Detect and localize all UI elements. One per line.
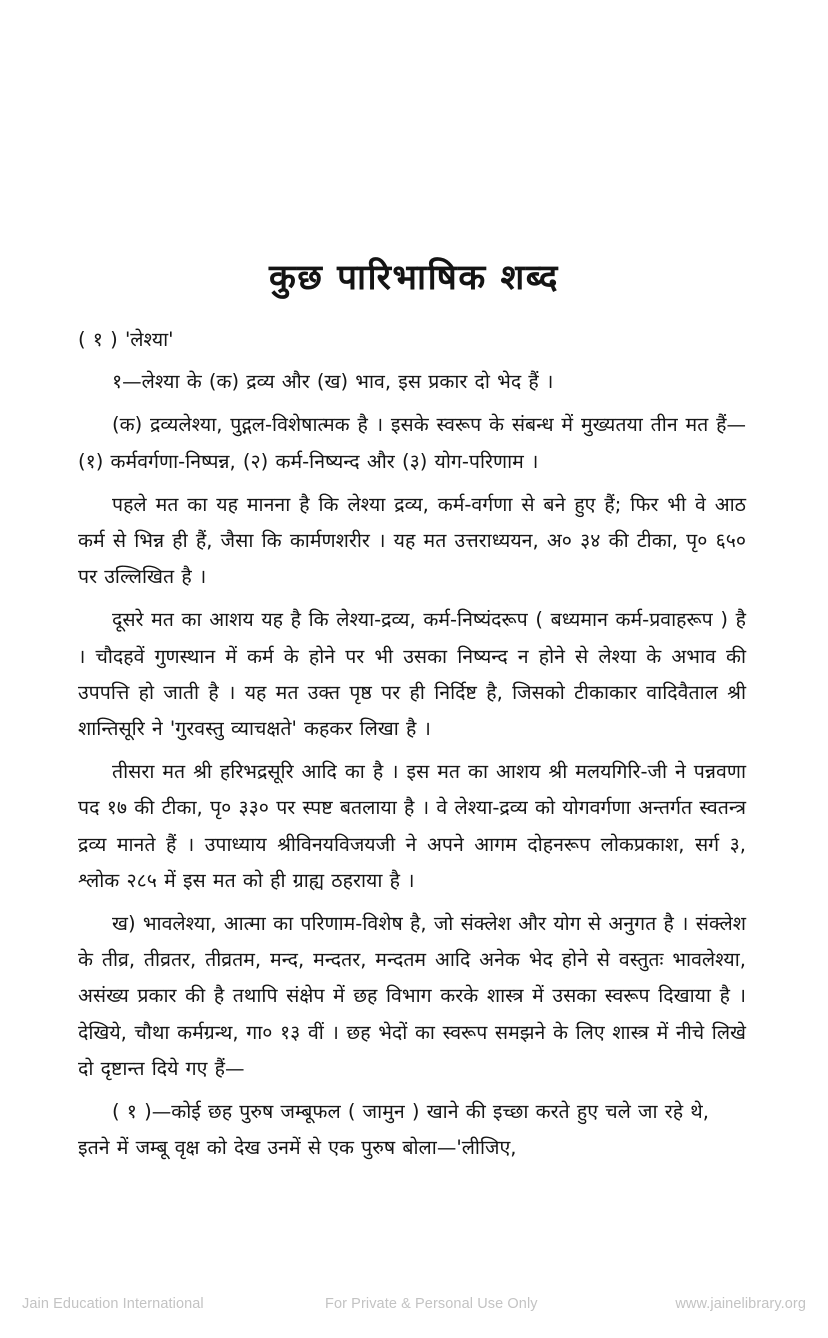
footer-website-link[interactable]: www.jainelibrary.org xyxy=(675,1296,806,1312)
paragraph-6: ख) भावलेश्या, आत्मा का परिणाम-विशेष है, जो संक्लेश और योग से अनुगत है । संक्लेश के तीव्र, तीव्रतर, तीव्रतम, मन्द, मन्दतर, मन्दतम आदि अनेक भेद होने से वस्तुतः भावलेश्या, असंख्य प्रकार की है तथापि संक्षेप में छह विभाग करके शास्त्र में उसका स्वरूप दिखाया है । देखिये, चौथा कर्मग्रन्थ, गा० १३ वीं । छह भेदों का स्वरूप समझने के लिए शास्त्र में नीचे लिखे दो दृष्टान्त दिये गए हैं— xyxy=(78,912,746,1080)
footer-organization: Jain Education International xyxy=(22,1296,204,1312)
page-footer xyxy=(0,1294,828,1314)
footer-usage-notice: For Private & Personal Use Only xyxy=(325,1296,538,1312)
paragraph-1: १—लेश्या के (क) द्रव्य और (ख) भाव, इस प्रकार दो भेद हैं । xyxy=(112,370,554,394)
paragraph-7: ( १ )—कोई छह पुरुष जम्बूफल ( जामुन ) खाने की इच्छा करते हुए चले जा रहे थे, इतने में जम्बू वृक्ष को देख उनमें से एक पुरुष बोला—'लीजिए, xyxy=(78,1100,709,1160)
paragraph-4: दूसरे मत का आशय यह है कि लेश्या-द्रव्य, कर्म-निष्यंदरूप ( बध्यमान कर्म-प्रवाहरूप ) है । चौदहवें गुणस्थान में कर्म के होने पर भी उसका निष्यन्द न होने से लेश्या के अभाव की उपपत्ति हो जाती है । यह मत उक्त पृष्ठ पर ही निर्दिष्ट है, जिसको टीकाकार वादिवैताल श्री शान्तिसूरि ने 'गुरवस्तु व्याचक्षते' कहकर लिखा है । xyxy=(78,608,746,741)
paragraph-3: पहले मत का यह मानना है कि लेश्या द्रव्य, कर्म-वर्गणा से बने हुए हैं; फिर भी वे आठ कर्म से भिन्न ही हैं, जैसा कि कार्मणशरीर । यह मत उत्तराध्ययन, अ० ३४ की टीका, पृ० ६५० पर उल्लिखित है । xyxy=(78,492,746,589)
paragraph-5: तीसरा मत श्री हरिभद्रसूरि आदि का है । इस मत का आशय श्री मलयगिरि-जी ने पन्नवणा पद १७ की टीका, पृ० ३३० पर स्पष्ट बतलाया है । वे लेश्या-द्रव्य को योगवर्गणा अन्तर्गत स्वतन्त्र द्रव्य मानते हैं । उपाध्याय श्रीविनयविजयजी ने अपने आगम दोहनरूप लोकप्रकाश, सर्ग ३, श्लोक २८५ में इस मत को ही ग्राह्य ठहराया है । xyxy=(78,760,746,892)
paragraph-2: (क) द्रव्यलेश्या, पुद्गल-विशेषात्मक है । इसके स्वरूप के संबन्ध में मुख्यतया तीन मत हैं—(१) कर्मवर्गणा-निष्पन्न, (२) कर्म-निष्यन्द और (३) योग-परिणाम । xyxy=(78,413,746,473)
section-label: ( १ ) 'लेश्या' xyxy=(78,328,174,351)
page-title: कुछ पारिभाषिक शब्द xyxy=(269,258,559,298)
body-text-block xyxy=(78,322,746,1166)
